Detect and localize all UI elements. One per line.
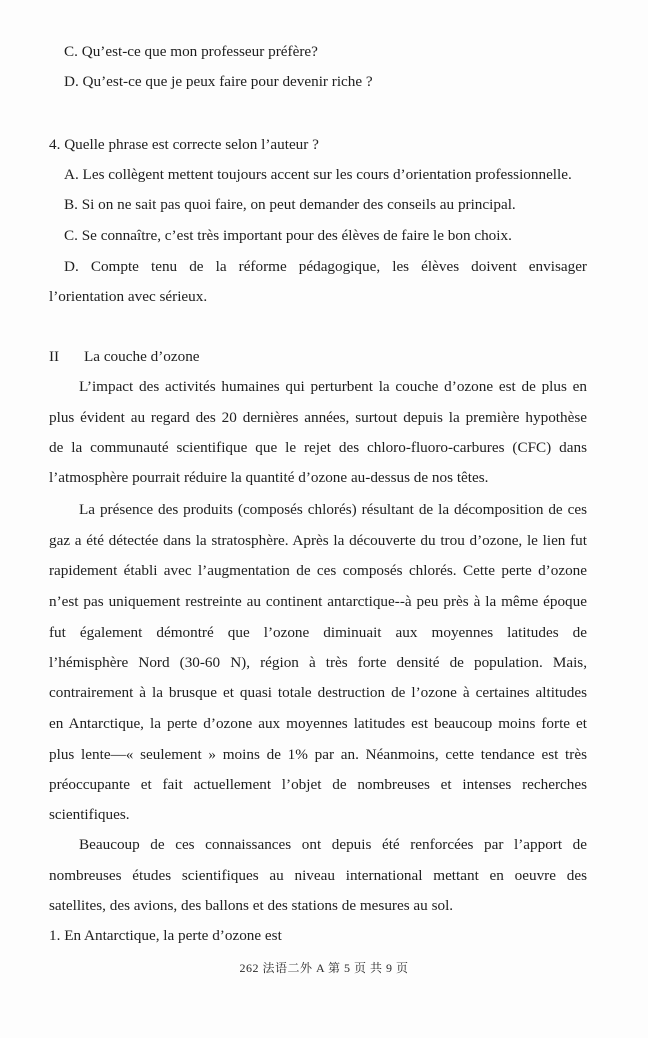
p2-line: l’hémisphère Nord (30-60 N), région à très forte densité de population. Mais, [49, 654, 587, 671]
q4-option-a: A. Les collègent mettent toujours accent sur les cours d’orientation professionnelle. [64, 166, 572, 183]
q3-option-c: C. Qu’est-ce que mon professeur préfère? [64, 43, 318, 60]
p2-line: La présence des produits (composés chlorés) résultant de la décomposition de ces [79, 501, 587, 518]
q3-option-d: D. Qu’est-ce que je peux faire pour devenir riche ? [64, 73, 373, 90]
p1-line: L’impact des activités humaines qui perturbent la couche d’ozone est de plus en [79, 378, 587, 395]
q4-option-d-line2: l’orientation avec sérieux. [49, 288, 208, 305]
q4-stem: 4. Quelle phrase est correcte selon l’auteur ? [49, 136, 319, 153]
p1-line: de la communauté scientifique que le rejet des chloro-fluoro-carbures (CFC) dans [49, 439, 587, 456]
p1-line: l’atmosphère pourrait réduire la quantité d’ozone au-dessus de nos têtes. [49, 469, 489, 486]
q4-option-d-line1: D. Compte tenu de la réforme pédagogique, les élèves doivent envisager [64, 258, 587, 275]
p3-line: satellites, des avions, des ballons et des stations de mesures au sol. [49, 897, 454, 914]
q4-option-c: C. Se connaître, c’est très important pour des élèves de faire le bon choix. [64, 227, 512, 244]
p2-line: scientifiques. [49, 806, 130, 823]
p2-line: fut également démontré que l’ozone diminuait aux moyennes latitudes de [49, 624, 587, 641]
p2-line: n’est pas uniquement restreinte au continent antarctique--à peu près à la même époque [49, 593, 587, 610]
p2-line: rapidement établi avec l’augmentation de ces composés chlorés. Cette perte d’ozone [49, 562, 587, 579]
p1-line: plus évident au regard des 20 dernières années, surtout depuis la première hypothèse [49, 409, 587, 426]
s2-q1-stem: 1. En Antarctique, la perte d’ozone est [49, 927, 282, 944]
section-number: II [49, 348, 60, 365]
p2-line: plus lente—« seulement » moins de 1% par an. Néanmoins, cette tendance est très [49, 746, 587, 763]
p3-line: nombreuses études scientifiques au niveau international mettant en oeuvre des [49, 867, 587, 884]
p2-line: en Antarctique, la perte d’ozone aux moyennes latitudes est beaucoup moins forte et [49, 715, 587, 732]
q4-option-b: B. Si on ne sait pas quoi faire, on peut demander des conseils au principal. [64, 196, 516, 213]
p2-line: préoccupante et fait actuellement l’objet de nombreuses et intenses recherches [49, 776, 587, 793]
page-footer: 262 法语二外 A 第 5 页 共 9 页 [239, 961, 409, 975]
p2-line: contrairement à la brusque et quasi totale destruction de l’ozone à certaines altitudes [49, 684, 587, 701]
p2-line: gaz a été détectée dans la stratosphère. Après la découverte du trou d’ozone, le lien fut [49, 532, 587, 549]
section-title: La couche d’ozone [84, 348, 200, 365]
p3-line: Beaucoup de ces connaissances ont depuis été renforcées par l’apport de [79, 836, 587, 853]
